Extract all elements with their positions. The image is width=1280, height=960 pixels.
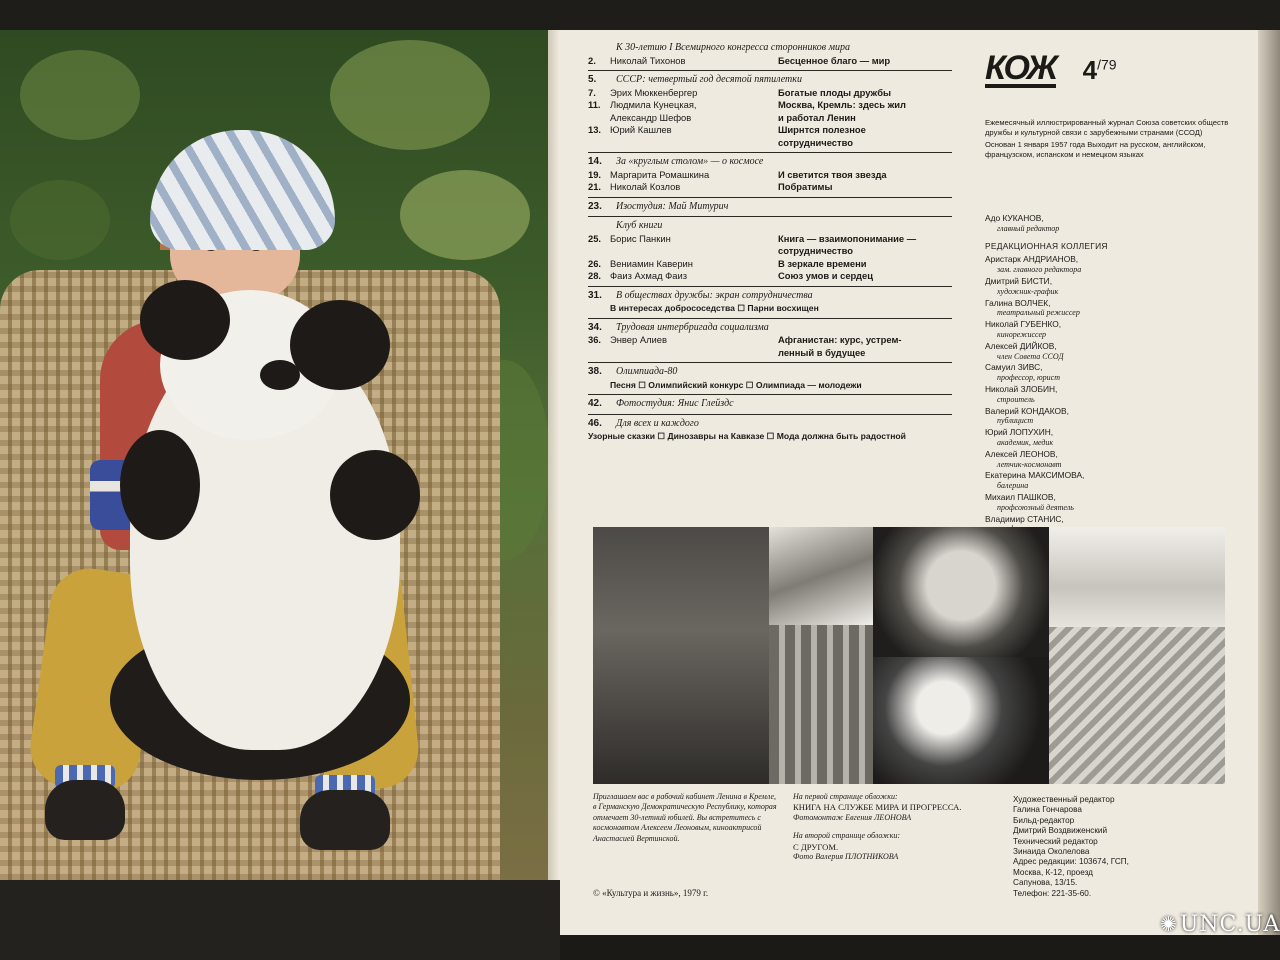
divider xyxy=(588,197,952,198)
chief-editor-name: Адо КУКАНОВ, xyxy=(985,213,1044,223)
board-member-position: публицист xyxy=(997,416,1034,426)
toc-entry: Александр Шефов и работал Ленин xyxy=(610,111,856,123)
table-of-contents xyxy=(588,42,952,443)
child-shoe-right xyxy=(300,790,390,850)
chief-editor-position: главный редактор xyxy=(997,223,1060,233)
copyright-line: © «Культура и жизнь», 1979 г. xyxy=(593,888,709,898)
staff-line: Москва, К-12, проезд xyxy=(1013,867,1093,877)
toc-section: 23. Изостудия: Май Митурич xyxy=(588,200,729,212)
toc-entry: 26. Вениамин Каверин В зеркале времени xyxy=(588,257,867,269)
issue-number: $4^{/79}$ xyxy=(1082,55,1117,85)
board-member-name: Дмитрий БИСТИ, xyxy=(985,275,1053,286)
staff-line: Бильд-редактор xyxy=(1013,815,1075,825)
toc-entry: 25. Борис Панкин Книга — взаимопонимание — xyxy=(588,232,917,244)
staff-line: Зинаида Околелова xyxy=(1013,847,1090,857)
board-heading: РЕДАКЦИОННАЯ КОЛЛЕГИЯ xyxy=(985,240,1108,251)
toc-section: Клуб книги xyxy=(616,220,663,231)
magazine-logo: КОЖ xyxy=(985,49,1057,87)
divider xyxy=(588,318,952,319)
toc-section: 5. СССР: четвертый год десятой пятилетки xyxy=(588,74,802,85)
toc-subline: Песня ☐ Олимпийский конкурс ☐ Олимпиада — молодежи xyxy=(610,379,862,390)
divider xyxy=(588,394,952,395)
divider xyxy=(588,152,952,153)
staff-line: Телефон: 221-35-60. xyxy=(1013,888,1092,898)
toc-section: 34. Трудовая интербригада социализма xyxy=(588,321,769,333)
board-member-name: Алексей ЛЕОНОВ, xyxy=(985,448,1058,459)
caption-invitation: Приглашаем вас в рабочий кабинет Ленина в Кремле, в Германскую Демократическую Республику, которая отмечает 30-летний юбилей. Вы встретитесь с космонавтом Алексеем Леоновым, киноактрисой Анастасией Вертинской. xyxy=(593,792,777,843)
board-member-position: член Совета ССОД xyxy=(997,351,1064,361)
board-member-name: Владимир СТАНИС, xyxy=(985,513,1064,524)
collage-townscape xyxy=(1049,527,1225,627)
board-member-name: Михаил ПАШКОВ, xyxy=(985,491,1056,502)
toc-subline: Узорные сказки ☐ Динозавры на Кавказе ☐ Мода должна быть радостной xyxy=(588,431,906,441)
divider xyxy=(588,70,952,71)
board-member-position: строитель xyxy=(997,394,1035,404)
board-member-position: художник-график xyxy=(997,286,1059,296)
board-member-position: театральный режиссер xyxy=(997,308,1080,318)
cover-photo xyxy=(0,30,548,880)
staff-line: Дмитрий Воздвиженский xyxy=(1013,826,1108,836)
board-member-position: летчик-космонавт xyxy=(997,459,1062,469)
toc-entry: 11. Людмила Кунецкая, Москва, Кремль: здесь жил xyxy=(588,99,906,110)
board-member-name: Алексей ДИЙКОВ, xyxy=(985,340,1057,351)
caption-cover-credits: На первой странице обложки: КНИГА НА СЛУЖБЕ МИРА И ПРОГРЕССА. Фотомонтаж Евгения ЛЕОНОВА На второй странице обложки: С ДРУГОМ. Фото Валерия ПЛОТНИКОВА xyxy=(793,792,962,862)
toc-section: 42. Фотостудия: Янис Глейздс xyxy=(588,398,734,409)
caption-staff xyxy=(1013,795,1223,899)
board-member-name: Николай ГУБЕНКО, xyxy=(985,319,1062,330)
toc-entry: 28. Фаиз Ахмад Фаиз Союз умов и сердец xyxy=(588,270,873,281)
toc-section: 14. За «круглым столом» — о космосе xyxy=(588,156,764,167)
publication-info: Ежемесячный иллюстрированный журнал Союза советских обществ дружбы и культурной связи с зарубежными странами (ССОД) Основан 1 января 1957 года Выходит на русском, английском, французском, испанском и немецком языках xyxy=(985,118,1229,159)
board-member-name: Валерий КОНДАКОВ, xyxy=(985,405,1069,416)
toc-section: К 30-летию I Всемирного конгресса сторонников мира xyxy=(616,42,851,53)
masthead xyxy=(985,49,1245,88)
board-member-name: Галина ВОЛЧЕК, xyxy=(985,297,1051,308)
toc-section: 46. Для всех и каждого xyxy=(588,417,699,429)
board-member-position: академик, медик xyxy=(997,437,1054,447)
board-member-position: балерина xyxy=(997,481,1029,491)
child-shoe-left xyxy=(45,780,125,840)
editorial-board xyxy=(985,213,1205,557)
board-member-name: Аристарк АНДРИАНОВ, xyxy=(985,254,1079,265)
toc-subline: В интересах добрососедства ☐ Парни восхищен xyxy=(610,303,819,313)
toc-entry: 2. Николай Тихонов Бесценное благо — мир xyxy=(588,54,891,66)
board-member-name: Самуил ЗИВС, xyxy=(985,362,1043,373)
staff-line: Галина Гончарова xyxy=(1013,805,1082,815)
staff-line: Технический редактор xyxy=(1013,836,1098,846)
divider xyxy=(588,286,952,287)
divider xyxy=(588,362,952,363)
toc-entry: ленный в будущее xyxy=(778,346,866,358)
photo-collage xyxy=(593,527,1225,784)
collage-painting xyxy=(769,625,873,784)
sun-icon: ✺ xyxy=(1160,912,1178,936)
board-member-position: профсоюзный деятель xyxy=(997,502,1074,512)
board-member-name: Екатерина МАКСИМОВА, xyxy=(985,470,1085,481)
toc-entry: сотрудничество xyxy=(778,136,853,148)
board-member-position: профессор, юрист xyxy=(997,373,1060,383)
collage-abstract xyxy=(873,657,1049,784)
toc-entry: 13. Юрий Кашлев Ширнтся полезное xyxy=(588,124,866,135)
collage-factory xyxy=(769,527,873,625)
toc-entry: 19. Маргарита Ромашкина И светится твоя звезда xyxy=(588,168,887,180)
toc-section: 31. В обществах дружбы: экран сотрудничества xyxy=(588,289,813,301)
toc-entry: 21. Николай Козлов Побратимы xyxy=(588,181,833,192)
collage-carving xyxy=(1049,627,1225,784)
divider xyxy=(588,216,952,217)
staff-line: Адрес редакции: 103674, ГСП, xyxy=(1013,857,1129,867)
collage-lenin-office xyxy=(593,527,769,784)
toc-entry: 36. Энвер Алиев Афганистан: курс, устрем- xyxy=(588,334,902,345)
divider xyxy=(588,414,952,415)
board-member-position: зам. главного редактора xyxy=(997,265,1082,275)
watermark: ✺UNC.UA xyxy=(1160,912,1280,937)
toc-entry: сотрудничество xyxy=(778,245,853,256)
collage-portrait xyxy=(873,527,1049,657)
toc-entry: 7. Эрих Мюккенбергер Богатые плоды дружбы xyxy=(588,86,891,98)
staff-line: Художественный редактор xyxy=(1013,795,1115,804)
board-member-position: кинорежиссер xyxy=(997,329,1047,339)
toc-section: 38. Олимпиада-80 xyxy=(588,366,678,377)
board-member-name: Юрий ЛОПУХИН, xyxy=(985,427,1054,438)
staff-line: Сапунова, 13/15. xyxy=(1013,878,1078,888)
board-member-name: Николай ЗЛОБИН, xyxy=(985,383,1058,394)
